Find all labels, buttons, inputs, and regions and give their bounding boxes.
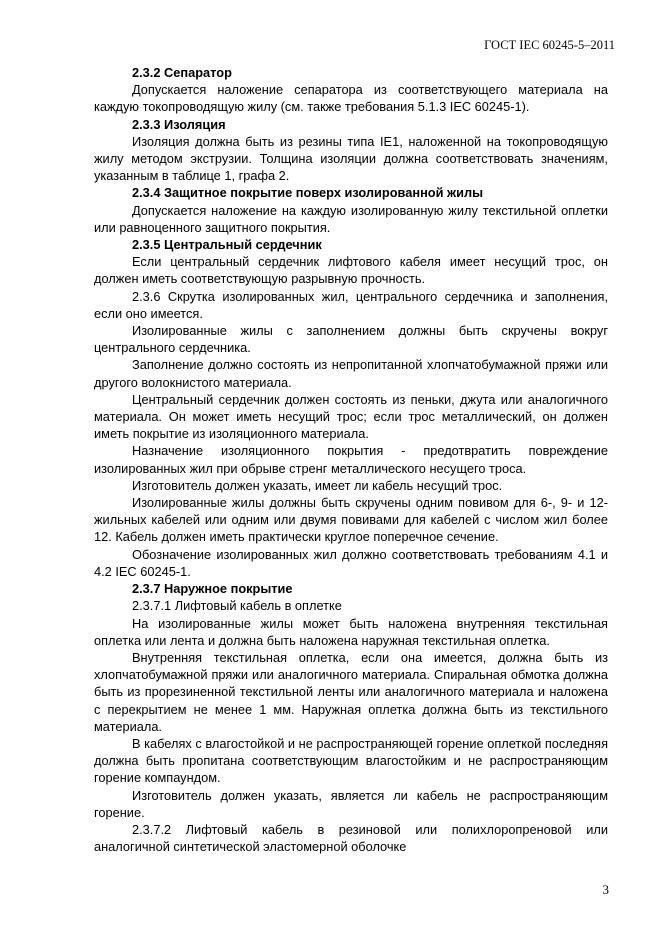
paragraph: В кабелях с влагостойкой и не распространяющей горение оплеткой последняя должна быть пропитана соответствующим влагостойким и не распространяющим горение компаундом. [94,735,608,786]
paragraph: Изолированные жилы должны быть скручены одним повивом для 6-, 9- и 12-жильных кабелей или одним или двумя повивами для кабелей с числом жил более 12. Кабель должен иметь практически круглое поперечное сечение. [94,495,608,545]
paragraph: 2.3.7.1 Лифтовый кабель в оплетке [132,598,342,614]
paragraph: Заполнение должно состоять из непропитанной хлопчатобумажной пряжи или другого волокнистого материала. [94,357,608,390]
paragraph: Обозначение изолированных жил должно соответствовать требованиям 4.1 и 4.2 IEC 60245-1. [94,546,608,579]
document-header: ГОСТ IEC 60245-5–2011 [484,38,615,52]
section-heading-outer-cover: 2.3.7 Наружное покрытие [132,581,293,597]
paragraph: Допускается наложение сепаратора из соответствующего материала на каждую токопроводящую жилу (см. также требования 5.1.3 IEC 60245-1). [94,82,608,115]
paragraph: Если центральный сердечник лифтового кабеля имеет несущий трос, он должен иметь соответствующую разрывную прочность. [94,254,608,287]
paragraph: Внутренняя текстильная оплетка, если она имеется, должна быть из хлопчатобумажной пряжи или аналогичного материала. Спиральная обмотка должна быть из прорезиненной текстильной ленты или аналогичного материала и наложена с перекрытием не менее 1 мм. Наружная оплетка должна быть из текстильного материала. [94,649,608,734]
paragraph: 2.3.6 Скрутка изолированных жил, центрального сердечника и заполнения, если оно имеется. [94,288,608,321]
paragraph: Допускается наложение на каждую изолированную жилу текстильной оплетки или равноценного защитного покрытия. [94,202,608,235]
paragraph: Изоляция должна быть из резины типа IE1, наложенной на токопроводящую жилу методом экструзии. Толщина изоляции должна соответствовать значениям, указанным в таблице 1, графа 2. [94,133,608,184]
paragraph: Изготовитель должен указать, имеет ли кабель несущий трос. [132,477,503,493]
paragraph: Изолированные жилы с заполнением должны быть скручены вокруг центрального сердечника. [94,323,608,356]
paragraph: На изолированные жилы может быть наложена внутренняя текстильная оплетка или лента и должна быть наложена наружная текстильная оплетка. [94,615,608,648]
section-heading-insulation: 2.3.3 Изоляция [132,116,226,132]
paragraph: Центральный сердечник должен состоять из пеньки, джута или аналогичного материала. Он может иметь несущий трос; если трос металлический, он должен иметь покрытие из изоляционного материала. [94,391,608,442]
section-heading-protective-cover: 2.3.4 Защитное покрытие поверх изолированной жилы [132,185,484,201]
paragraph: 2.3.7.2 Лифтовый кабель в резиновой или полихлоропреновой или аналогичной синтетической эластомерной оболочке [94,821,608,855]
paragraph: Изготовитель должен указать, является ли кабель не распространяющим горение. [94,787,608,820]
section-heading-central-core: 2.3.5 Центральный сердечник [132,237,322,253]
document-body [94,64,608,855]
page-number: 3 [602,882,609,897]
paragraph: Назначение изоляционного покрытия - предотвратить повреждение изолированных жил при обрыве стренг металлического несущего троса. [94,443,608,476]
section-heading-separator: 2.3.2 Сепаратор [132,65,232,80]
